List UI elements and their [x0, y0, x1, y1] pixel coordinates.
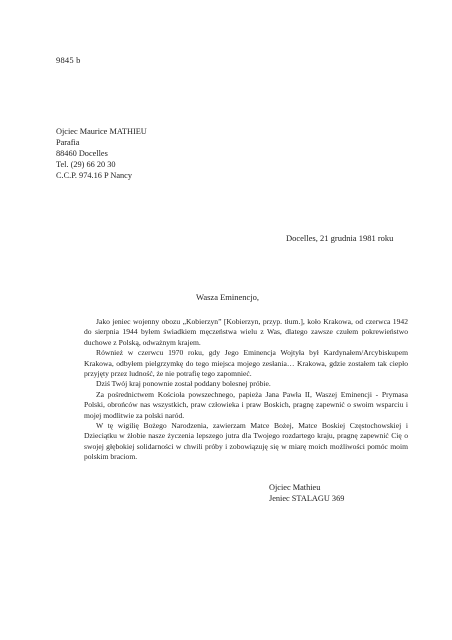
body-paragraph: Również w czerwcu 1970 roku, gdy Jego Eminencja Wojtyła był Kardynałem/Arcybiskupem Krakowa, odbyłem pielgrzymkę do tego miejsca mojego zesłania… Krakowa, gdzie zostałem tak ciepło przyjęty przez ludność, że nie potrafię tego zapomnieć.	[84, 348, 408, 379]
sender-address-block	[56, 126, 147, 181]
date-line: Docelles, 21 grudnia 1981 roku	[286, 233, 394, 243]
reference-number: 9845 b	[56, 55, 81, 65]
signature-title: Jeniec STALAGU 369	[269, 494, 345, 503]
signature-name: Ojciec Mathieu	[269, 483, 321, 492]
signature-block	[269, 482, 344, 504]
body-paragraph: Za pośrednictwem Kościoła powszechnego, papieża Jana Pawła II, Waszej Eminencji - Prymasa Polski, obrońców nas wszystkich, praw człowieka i praw Boskich, pragnę zapewnić o swoim wsparciu i mojej modlitwie za polski naród.	[84, 389, 408, 420]
salutation: Wasza Eminencjo,	[196, 292, 260, 302]
sender-name: Ojciec Maurice MATHIEU	[56, 127, 147, 136]
body-paragraph: W tę wigilię Bożego Narodzenia, zawierzam Matce Bożej, Matce Boskiej Częstochowskiej i Dzieciątku w żłobie nasze życzenia lepszego jutra dla Twojego rozdartego kraju, pragnę zapewnić Cię o swojej głębokiej solidarności w chwili próby i zobowiązuję się w miarę moich możliwości pomóc moim polskim braciom.	[84, 421, 408, 462]
body-paragraph: Jako jeniec wojenny obozu „Kobierzyn” [Kobierzyn, przyp. tłum.], koło Krakowa, od czerwca 1942 do sierpnia 1944 byłem świadkiem męczeństwa wielu z Was, dlatego zawsze czułem pokrewieństwo duchowe z Polską, odważnym krajem.	[84, 317, 408, 347]
sender-phone: Tel. (29) 66 20 30	[56, 160, 116, 169]
sender-ccp: C.C.P. 974.16 P Nancy	[56, 171, 132, 180]
sender-parish: Parafia	[56, 138, 80, 147]
body-paragraph: Dziś Twój kraj ponownie został poddany bolesnej próbie.	[96, 379, 271, 389]
sender-postal: 88460 Docelles	[56, 149, 108, 158]
letter-body	[84, 317, 408, 463]
